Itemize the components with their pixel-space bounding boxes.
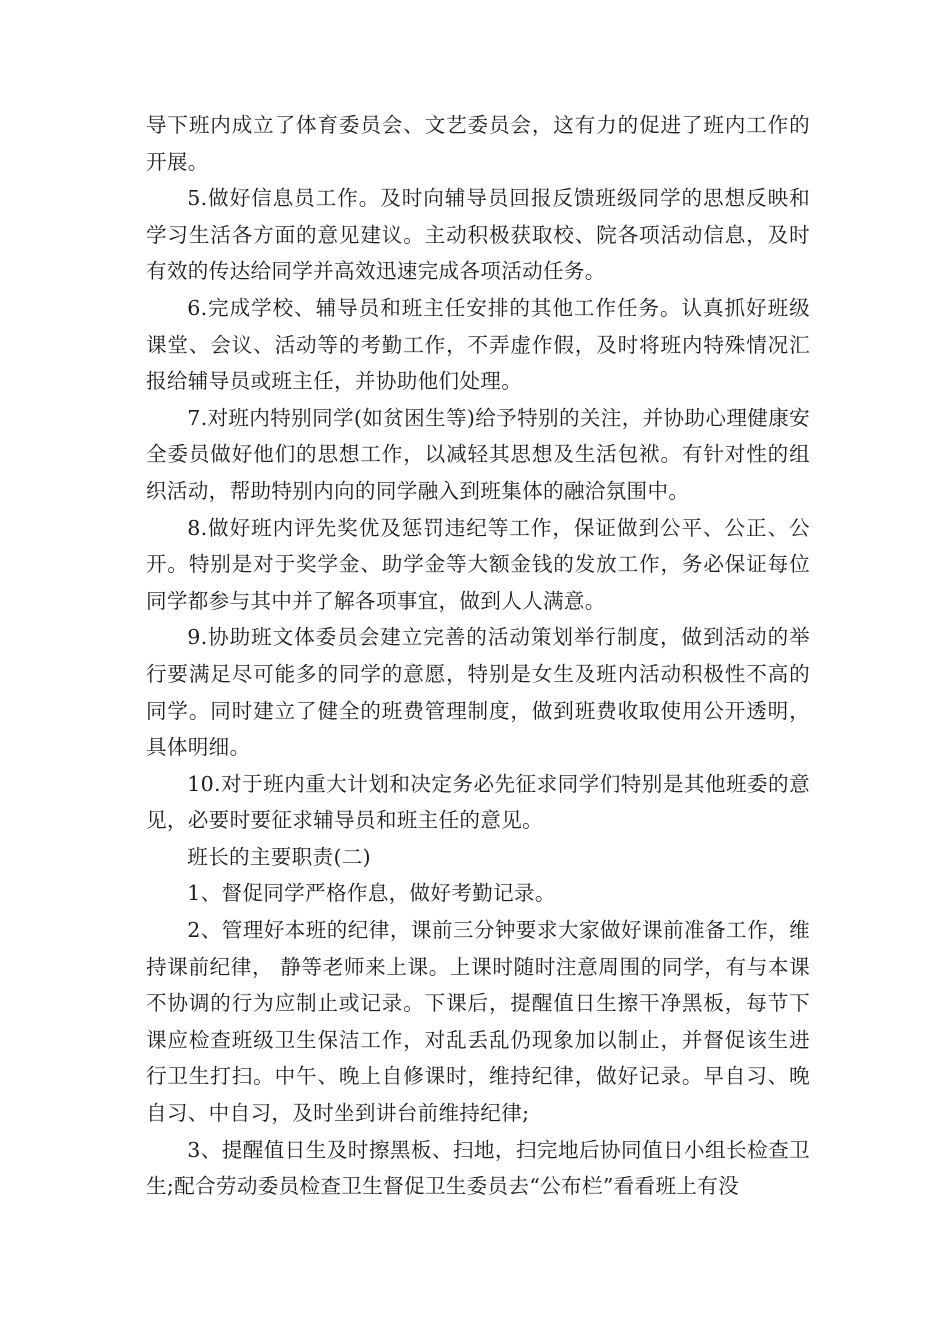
paragraph-duty-2: 2、管理好本班的纪律，课前三分钟要求大家做好课前准备工作，维持课前纪律， 静等老师来上课。上课时随时注意周围的同学，有与本课不协调的行为应制止或记录。下课后，提醒值日生擦干净黑板，每节下课应检查班级卫生保洁工作，对乱丢乱仍现象加以制止，并督促该生进行卫生打扫。中午、晚上自修课时，维持纪律，做好记录。早自习、晚自习、中自习，及时坐到讲台前维持纪律; xyxy=(146,918,810,1126)
paragraph-item-5: 5.做好信息员工作。及时向辅导员回报反馈班级同学的思想反映和学习生活各方面的意见建议。主动积极获取校、院各项活动信息，及时有效的传达给同学并高效迅速完成各项活动任务。 xyxy=(146,186,810,284)
paragraph-item-7: 7.对班内特别同学(如贫困生等)给予特别的关注，并协助心理健康安全委员做好他们的思想工作，以减轻其思想及生活包袱。有针对性的组织活动，帮助特别内向的同学融入到班集体的融洽氛围中。 xyxy=(146,405,810,503)
paragraph-continuation: 导下班内成立了体育委员会、文艺委员会，这有力的促进了班内工作的开展。 xyxy=(146,113,810,174)
paragraph-item-8: 8.做好班内评先奖优及惩罚违纪等工作，保证做到公平、公正、公开。特别是对于奖学金、助学金等大额金钱的发放工作，务必保证每位同学都参与其中并了解各项事宜，做到人人满意。 xyxy=(146,515,810,613)
section-heading: 班长的主要职责(二) xyxy=(187,844,372,869)
paragraph-duty-1: 1、督促同学严格作息，做好考勤记录。 xyxy=(187,881,556,906)
document-body xyxy=(146,107,810,1205)
paragraph-duty-3: 3、提醒值日生及时擦黑板、扫地，扫完地后协同值日小组长检查卫生;配合劳动委员检查卫生督促卫生委员去“公布栏”看看班上有没 xyxy=(146,1137,810,1199)
paragraph-item-9: 9.协助班文体委员会建立完善的活动策划举行制度，做到活动的举行要满足尽可能多的同学的意愿，特别是女生及班内活动积极性不高的同学。同时建立了健全的班费管理制度，做到班费收取使用公开透明，具体明细。 xyxy=(146,625,810,760)
paragraph-item-6: 6.完成学校、辅导员和班主任安排的其他工作任务。认真抓好班级课堂、会议、活动等的考勤工作，不弄虚作假，及时将班内特殊情况汇报给辅导员或班主任，并协助他们处理。 xyxy=(146,295,810,394)
paragraph-item-10: 10.对于班内重大计划和决定务必先征求同学们特别是其他班委的意见，必要时要征求辅导员和班主任的意见。 xyxy=(146,771,810,833)
